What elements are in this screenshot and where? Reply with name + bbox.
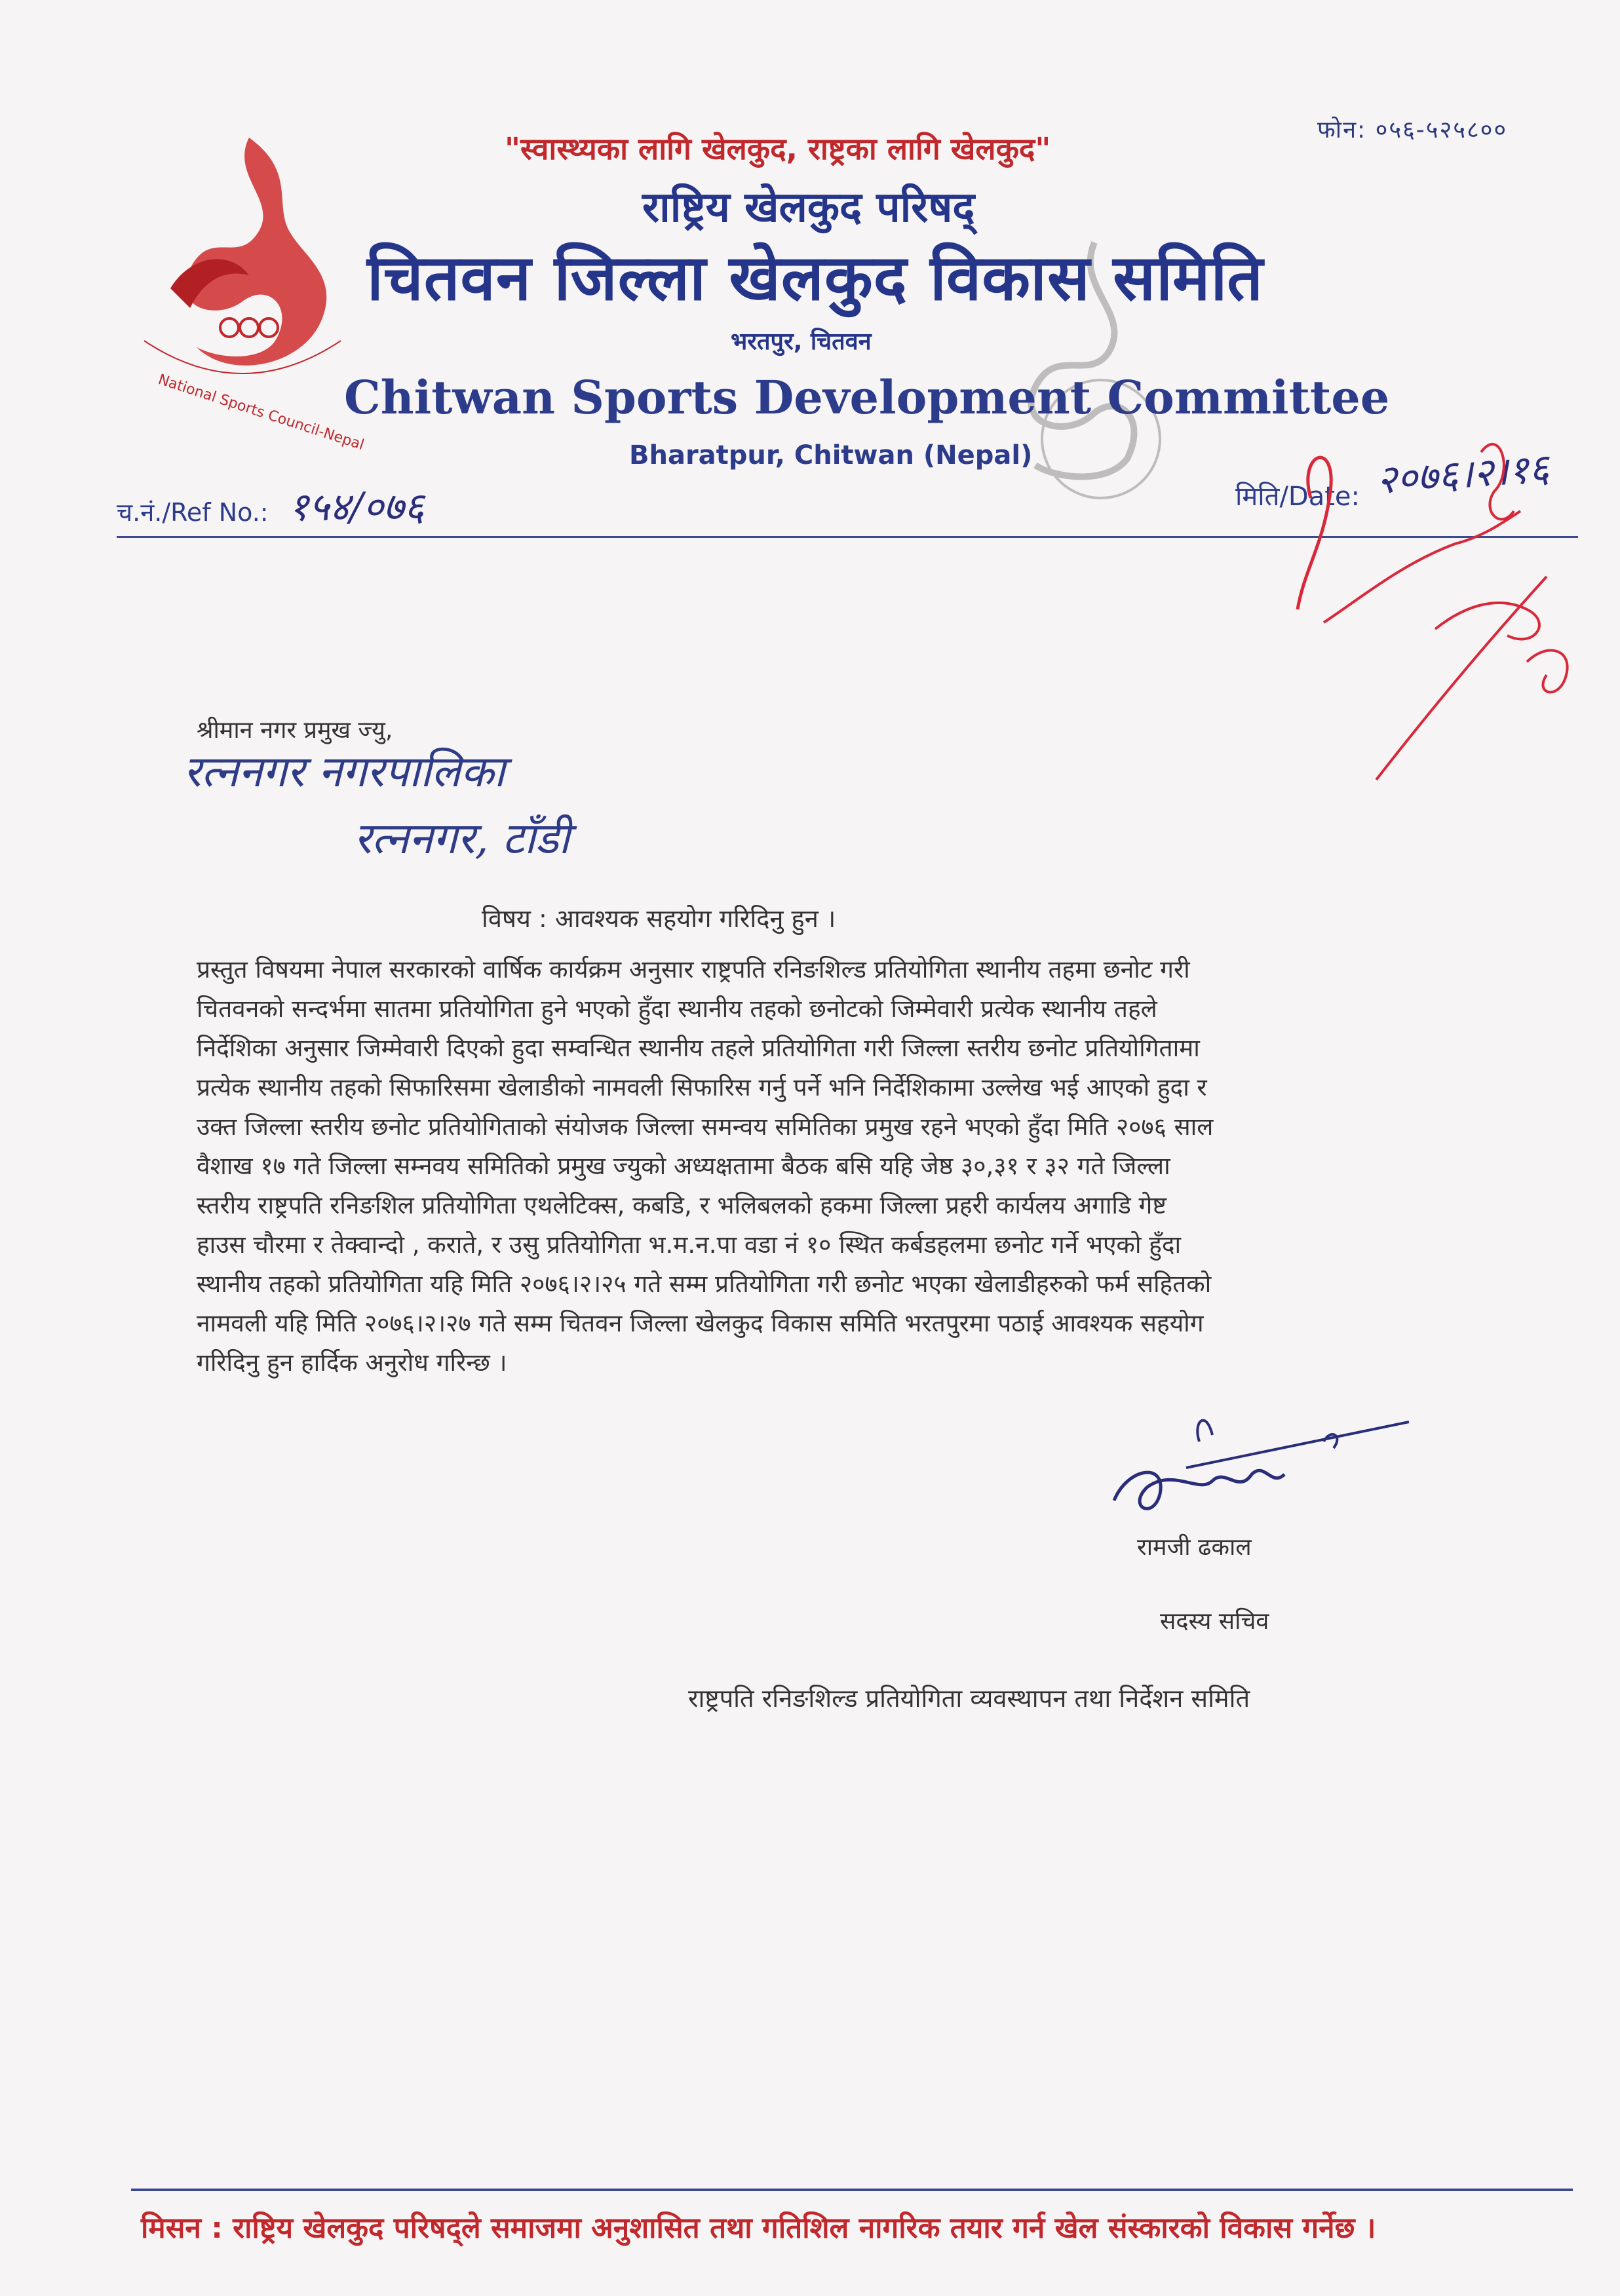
mission-statement: मिसन : राष्ट्रिय खेलकुद परिषद्ले समाजमा अनुशासित तथा गतिशिल नागरिक तयार गर्न खेल संस्कारको विकास गर्नेछ ।: [141, 2211, 1376, 2245]
motto: "स्वास्थ्यका लागि खेलकुद, राष्ट्रका लागि खेलकुद": [505, 131, 1051, 166]
signatory-title: सदस्य सचिव: [1160, 1608, 1269, 1635]
footer-divider: [131, 2189, 1573, 2191]
national-sports-council-logo: [131, 124, 366, 454]
body-line: प्रस्तुत विषयमा नेपाल सरकारको वार्षिक कार्यक्रम अनुसार राष्ट्रपति रनिङशिल्ड प्रतियोगिता स्थानीय तहमा छनोट गरी: [197, 955, 1190, 984]
signatory-organization: राष्ट्रपति रनिङशिल्ड प्रतियोगिता व्यवस्थापन तथा निर्देशन समिति: [688, 1684, 1250, 1713]
body-line: चितवनको सन्दर्भमा सातमा प्रतियोगिता हुने भएको हुँदा स्थानीय तहको छनोटको जिम्मेवारी प्रत्येक स्थानीय तहले: [197, 995, 1157, 1023]
date-label: मिति/Date:: [1235, 482, 1360, 512]
date-handwritten: २०७६।२।१६: [1375, 445, 1551, 504]
body-line: नामवली यहि मिति २०७६।२।२७ गते सम्म चितवन जिल्ला खेलकुद विकास समिति भरतपुरमा पठाई आवश्यक सहयोग: [197, 1309, 1204, 1337]
body-line: उक्त जिल्ला स्तरीय छनोट प्रतियोगिताको संयोजक जिल्ला समन्वय समितिका प्रमुख रहने भएको हुँदा मिति २०७६ साल: [197, 1113, 1214, 1141]
red-handwritten-annotation: [1284, 413, 1592, 845]
addressee-line-2: रत्ननगर, टाँडी: [354, 813, 570, 864]
svg-text:National Sports Council-Nepal: National Sports Council-Nepal: [156, 371, 366, 454]
body-line: निर्देशिका अनुसार जिम्मेवारी दिएको हुदा सम्वन्धित स्थानीय तहले प्रतियोगिता गरी जिल्ला स्तरीय छनोट प्रतियोगितामा: [197, 1034, 1200, 1062]
committee-name-nepali: चितवन जिल्ला खेलकुद विकास समिति: [367, 241, 1264, 315]
body-line: हाउस चौरमा र तेक्वान्दो , कराते, र उसु प्रतियोगिता भ.म.न.पा वडा नं १० स्थित कर्बडहलमा छनोट गर्ने भएको हुँदा: [197, 1231, 1182, 1259]
signatory-name: रामजी ढकाल: [1137, 1534, 1252, 1561]
subject-line: विषय : आवश्यक सहयोग गरिदिनु हुन ।: [482, 904, 836, 933]
ref-number-handwritten: १५४/०७६: [288, 484, 425, 530]
city-english: Bharatpur, Chitwan (Nepal): [629, 440, 1033, 470]
city-nepali: भरतपुर, चितवन: [731, 328, 872, 355]
body-line: स्तरीय राष्ट्रपति रनिङशिल प्रतियोगिता एथलेटिक्स, कबडि, र भलिबलको हकमा जिल्ला प्रहरी कार्यलय अगाडि गेष्ट: [197, 1191, 1167, 1219]
council-name-nepali: राष्ट्रिय खेलकुद परिषद्: [642, 183, 975, 232]
body-line: स्थानीय तहको प्रतियोगिता यहि मिति २०७६।२।२५ गते सम्म प्रतियोगिता गरी छनोट भएका खेलाडीहरुको फर्म सहितको: [197, 1270, 1212, 1298]
signature: [1101, 1396, 1442, 1527]
committee-name-english: Chitwan Sports Development Committee: [344, 370, 1390, 425]
body-line: वैशाख १७ गते जिल्ला सम्नवय समितिको प्रमुख ज्युको अध्यक्षतामा बैठक बसि यहि जेष्ठ ३०,३१ र ३२ गते जिल्ला: [197, 1152, 1170, 1180]
body-line: प्रत्येक स्थानीय तहको सिफारिसमा खेलाडीको नामवली सिफारिस गर्नु पर्ने भनि निर्देशिकामा उल्लेख भई आएको हुदा र: [197, 1073, 1207, 1101]
ref-label: च.नं./Ref No.:: [117, 498, 269, 527]
letter-body: [197, 950, 1455, 1383]
phone-number: फोन: ०५६-५२५८००: [1317, 117, 1508, 144]
body-line: गरिदिनु हुन हार्दिक अनुरोध गरिन्छ ।: [197, 1349, 507, 1377]
salutation: श्रीमान नगर प्रमुख ज्यु,: [197, 717, 393, 744]
addressee-line-1: रत्ननगर नगरपालिका: [183, 746, 505, 797]
